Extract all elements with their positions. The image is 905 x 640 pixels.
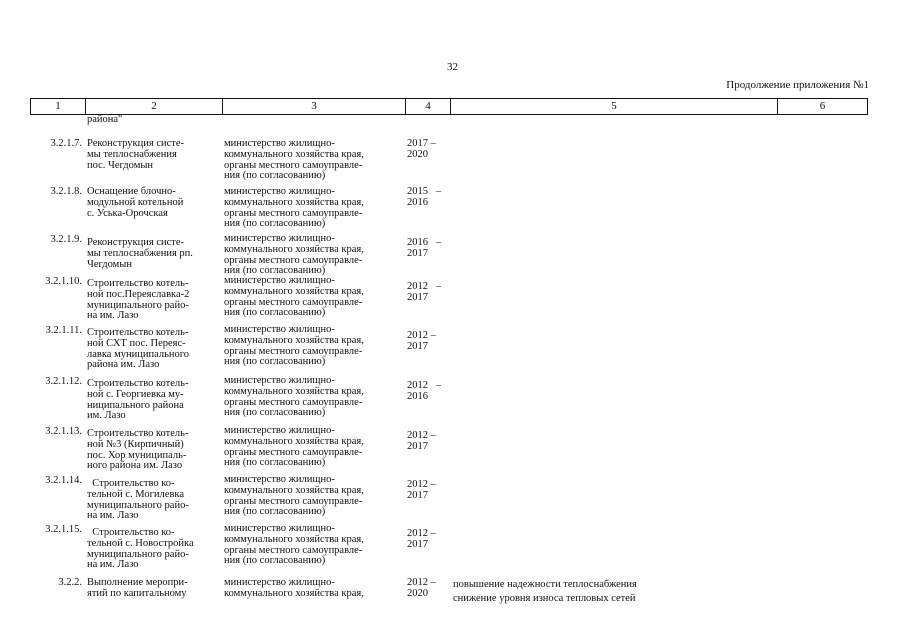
row-name: Строительство котель- ной №3 (Кирпичный) пос. Хор муниципаль- ного района им. Лазо — [87, 428, 189, 472]
row-name: Оснащение блочно- модульной котельной с. Уська-Орочская — [87, 186, 184, 219]
row-term: 2012 – 2017 — [407, 330, 436, 352]
row-term: 2015 – 2016 — [407, 186, 442, 208]
row-term: 2012 – 2017 — [407, 430, 436, 452]
row-number: 3.2.1.8. — [50, 186, 82, 197]
row-name: Реконструкция систе- мы теплоснабжения пос. Чегдомын — [87, 138, 185, 171]
row-number: 3.2.1.9. — [50, 234, 82, 245]
page-number: 32 — [447, 61, 458, 73]
row-executor: министерство жилищно- коммунального хозяйства края, органы местного самоуправле- ния (по согласованию) — [224, 425, 364, 469]
row-term: 2012 – 2017 — [407, 479, 436, 501]
row-term: 2017 – 2020 — [407, 138, 436, 160]
continuation-text: района" — [87, 114, 123, 125]
row-term: 2012 – 2016 — [407, 380, 442, 402]
column-header-5: 5 — [450, 99, 777, 114]
row-name: Строительство котель- ной с. Георгиевка му- ниципального района им. Лазо — [87, 378, 189, 422]
row-name: Строительство ко- тельной с. Могилевка муниципального райо- на им. Лазо — [87, 478, 189, 522]
column-header-3: 3 — [222, 99, 405, 114]
row-executor: министерство жилищно- коммунального хозяйства края, органы местного самоуправле- ния (по согласованию) — [224, 375, 364, 419]
row-number: 3.2.1.12. — [45, 376, 82, 387]
appendix-caption: Продолжение приложения №1 — [726, 79, 869, 91]
row-executor: министерство жилищно- коммунального хозяйства края, — [224, 577, 364, 599]
row-executor: министерство жилищно- коммунального хозяйства края, органы местного самоуправле- ния (по согласованию) — [224, 233, 364, 277]
row-number: 3.2.1.11. — [45, 325, 82, 336]
row-name: Строительство котель- ной пос.Переяславка-2 муниципального райо- на им. Лазо — [87, 278, 190, 322]
row-number: 3.2.1.10. — [45, 276, 82, 287]
row-executor: министерство жилищно- коммунального хозяйства края, органы местного самоуправле- ния (по согласованию) — [224, 186, 364, 230]
column-header-6: 6 — [777, 99, 868, 114]
row-term: 2012 – 2017 — [407, 281, 442, 303]
row-term: 2012 – 2017 — [407, 528, 436, 550]
row-executor: министерство жилищно- коммунального хозяйства края, органы местного самоуправле- ния (по согласованию) — [224, 138, 364, 182]
row-number: 3.2.2. — [58, 577, 82, 588]
row-executor: министерство жилищно- коммунального хозяйства края, органы местного самоуправле- ния (по согласованию) — [224, 324, 364, 368]
row-number: 3.2.1.13. — [45, 426, 82, 437]
table-header-row — [30, 98, 868, 115]
row-name: Реконструкция систе- мы теплоснабжения рп. Чегдомын — [87, 237, 193, 270]
row-executor: министерство жилищно- коммунального хозяйства края, органы местного самоуправле- ния (по согласованию) — [224, 474, 364, 518]
row-number: 3.2.1.15. — [45, 524, 82, 535]
row-executor: министерство жилищно- коммунального хозяйства края, органы местного самоуправле- ния (по согласованию) — [224, 275, 364, 319]
row-name: Выполнение меропри- ятий по капитальному — [87, 577, 188, 599]
row-number: 3.2.1.7. — [50, 138, 82, 149]
column-header-1: 1 — [30, 99, 85, 114]
row-name: Строительство ко- тельной с. Новостройка муниципального райо- на им. Лазо — [87, 527, 194, 571]
column-header-4: 4 — [405, 99, 450, 114]
row-term: 2016 – 2017 — [407, 237, 442, 259]
row-name: Строительство котель- ной СХТ пос. Переяс- лавка муниципального района им. Лазо — [87, 327, 190, 371]
row-executor: министерство жилищно- коммунального хозяйства края, органы местного самоуправле- ния (по согласованию) — [224, 523, 364, 567]
row-number: 3.2.1.14. — [45, 475, 82, 486]
row-term: 2012 – 2020 — [407, 577, 436, 599]
column-header-2: 2 — [85, 99, 222, 114]
row-result: повышение надежности теплоснабжения снижение уровня износа тепловых сетей — [453, 579, 637, 604]
